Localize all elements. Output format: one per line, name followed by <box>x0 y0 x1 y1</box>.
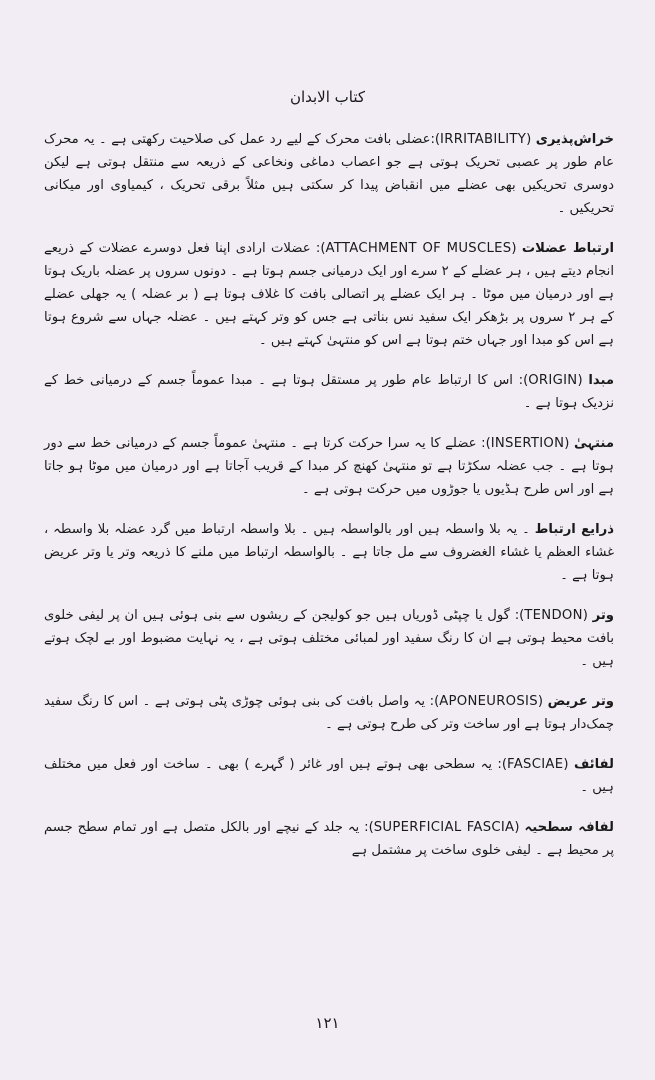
term: لفافہ سطحیہ <box>524 820 614 835</box>
english-term: (INSERTION) <box>485 436 570 451</box>
paragraph-means-of-attachment <box>44 518 614 587</box>
page-body <box>44 128 614 879</box>
paragraph-text: : گول یا چپٹی ڈوریاں ہیں جو کولیجن کے ریشوں سے بنی ہوئی ہیں ان پر لیفی خلوی بافت محیط ہوتی ہے ان کا رنگ سفید اور لمبائی مختلف ہوتی ہے ، یہ نہایت مضبوط اور بے لچک ہوتے ہیں ۔ <box>44 608 614 669</box>
paragraph-origin <box>44 369 614 415</box>
paragraph-aponeurosis <box>44 690 614 736</box>
english-term: (FASCIAE) <box>501 757 569 772</box>
term: خراش‌پذیری <box>535 132 614 147</box>
term: منتہیٰ <box>573 436 614 451</box>
paragraph-text: : عضلات ارادی اپنا فعل دوسرے عضلات کے ذریعے انجام دیتے ہیں ، ہر عضلے کے ۲ سرے اور ایک درمیانی جسم ہوتا ہے ۔ دونوں سروں پر عضلہ باریک ہوتا ہے اور درمیان میں موٹا ۔ ہر ایک عضلے پر اتصالی بافت کا غلاف ہوتا ہے ( بر عضلہ ) یہ جھلی عضلے کے ہر ۲ سروں پر بڑھکر ایک سفید نس بناتی ہے جس کو وتر کہتے ہیں ۔ عضلہ جہاں سے شروع ہوتا ہے اس کو مبدا اور جہاں ختم ہوتا ہے اس کو منتہیٰ کہتے ہیں ۔ <box>44 241 614 348</box>
term: ارتباط عضلات <box>521 241 614 256</box>
english-term: (APONEUROSIS) <box>434 694 544 709</box>
term: مبدا <box>588 373 614 388</box>
paragraph-text: : یہ جلد کے نیچے اور بالکل متصل ہے اور تمام سطح جسم پر محیط ہے ۔ لیفی خلوی ساخت پر مشتمل ہے <box>44 820 614 858</box>
term: وتر عریض <box>547 694 614 709</box>
page-number: ۱۲۱ <box>315 1014 340 1032</box>
paragraph-insertion <box>44 432 614 501</box>
english-term: (ATTACHMENT OF MUSCLES) <box>320 241 517 256</box>
english-term: (SUPERFICIAL FASCIA) <box>368 820 520 835</box>
paragraph-superficial-fascia <box>44 816 614 862</box>
term: ذرایع ارتباط <box>534 522 614 537</box>
paragraph-text: : یہ سطحی بھی ہوتے ہیں اور غائر ( گہرے ) بھی ۔ ساخت اور فعل میں مختلف ہیں ۔ <box>44 757 614 795</box>
english-term: (TENDON) <box>519 608 588 623</box>
english-term: (IRRITABILITY) <box>434 132 532 147</box>
paragraph-tendon <box>44 604 614 673</box>
paragraph-text: : اس کا ارتباط عام طور پر مستقل ہوتا ہے ۔ مبدا عموماً جسم کے درمیانی خط کے نزدیک ہوتا ہے ۔ <box>44 373 614 411</box>
english-term: (ORIGIN) <box>523 373 583 388</box>
paragraph-text: : عضلے کا یہ سرا حرکت کرتا ہے ۔ منتہیٰ عموماً جسم کے درمیانی خط سے دور ہوتا ہے ۔ جب عضلہ سکڑتا ہے تو منتہیٰ کھنچ کر مبدا کے قریب آجاتا ہے اور درمیان میں موٹا ہو جاتا ہے اور اس طرح ہڈیوں یا جوڑوں میں حرکت ہوتی ہے ۔ <box>44 436 614 497</box>
term: وتر <box>592 608 614 623</box>
paragraph-irritability <box>44 128 614 220</box>
paragraph-fasciae <box>44 753 614 799</box>
paragraph-text: :عضلی بافت محرک کے لیے رد عمل کی صلاحیت رکھتی ہے ۔ یہ محرک عام طور پر عصبی تحریک ہوتی ہے جو اعصاب دماغی ونخاعی کے ذریعہ سے منتقل ہوتی ہے لیکن دوسری تحریکیں بھی عضلے میں انقباض پیدا کر سکتی ہیں مثلاً برقی تحریک ، کیمیاوی اور میکانی تحریکیں ۔ <box>44 132 614 216</box>
paragraph-attachment <box>44 237 614 352</box>
term: لفائف <box>573 757 614 772</box>
running-header: کتاب الابدان <box>289 88 366 106</box>
paragraph-text: ۔ یہ بلا واسطہ ہیں اور بالواسطہ ہیں ۔ بلا واسطہ ارتباط میں گرد عضلہ بلا واسطہ ، غشاء العظم یا غشاء الغضروف سے مل جاتا ہے ۔ بالواسطہ ارتباط میں ملنے کا ذریعہ وتر یا وتر عریض ہوتا ہے ۔ <box>44 522 614 583</box>
paragraph-text: : یہ واصل بافت کی بنی ہوئی چوڑی پٹی ہوتی ہے ۔ اس کا رنگ سفید چمک‌دار ہوتا ہے اور ساخت وتر کی طرح ہوتی ہے ۔ <box>44 694 614 732</box>
